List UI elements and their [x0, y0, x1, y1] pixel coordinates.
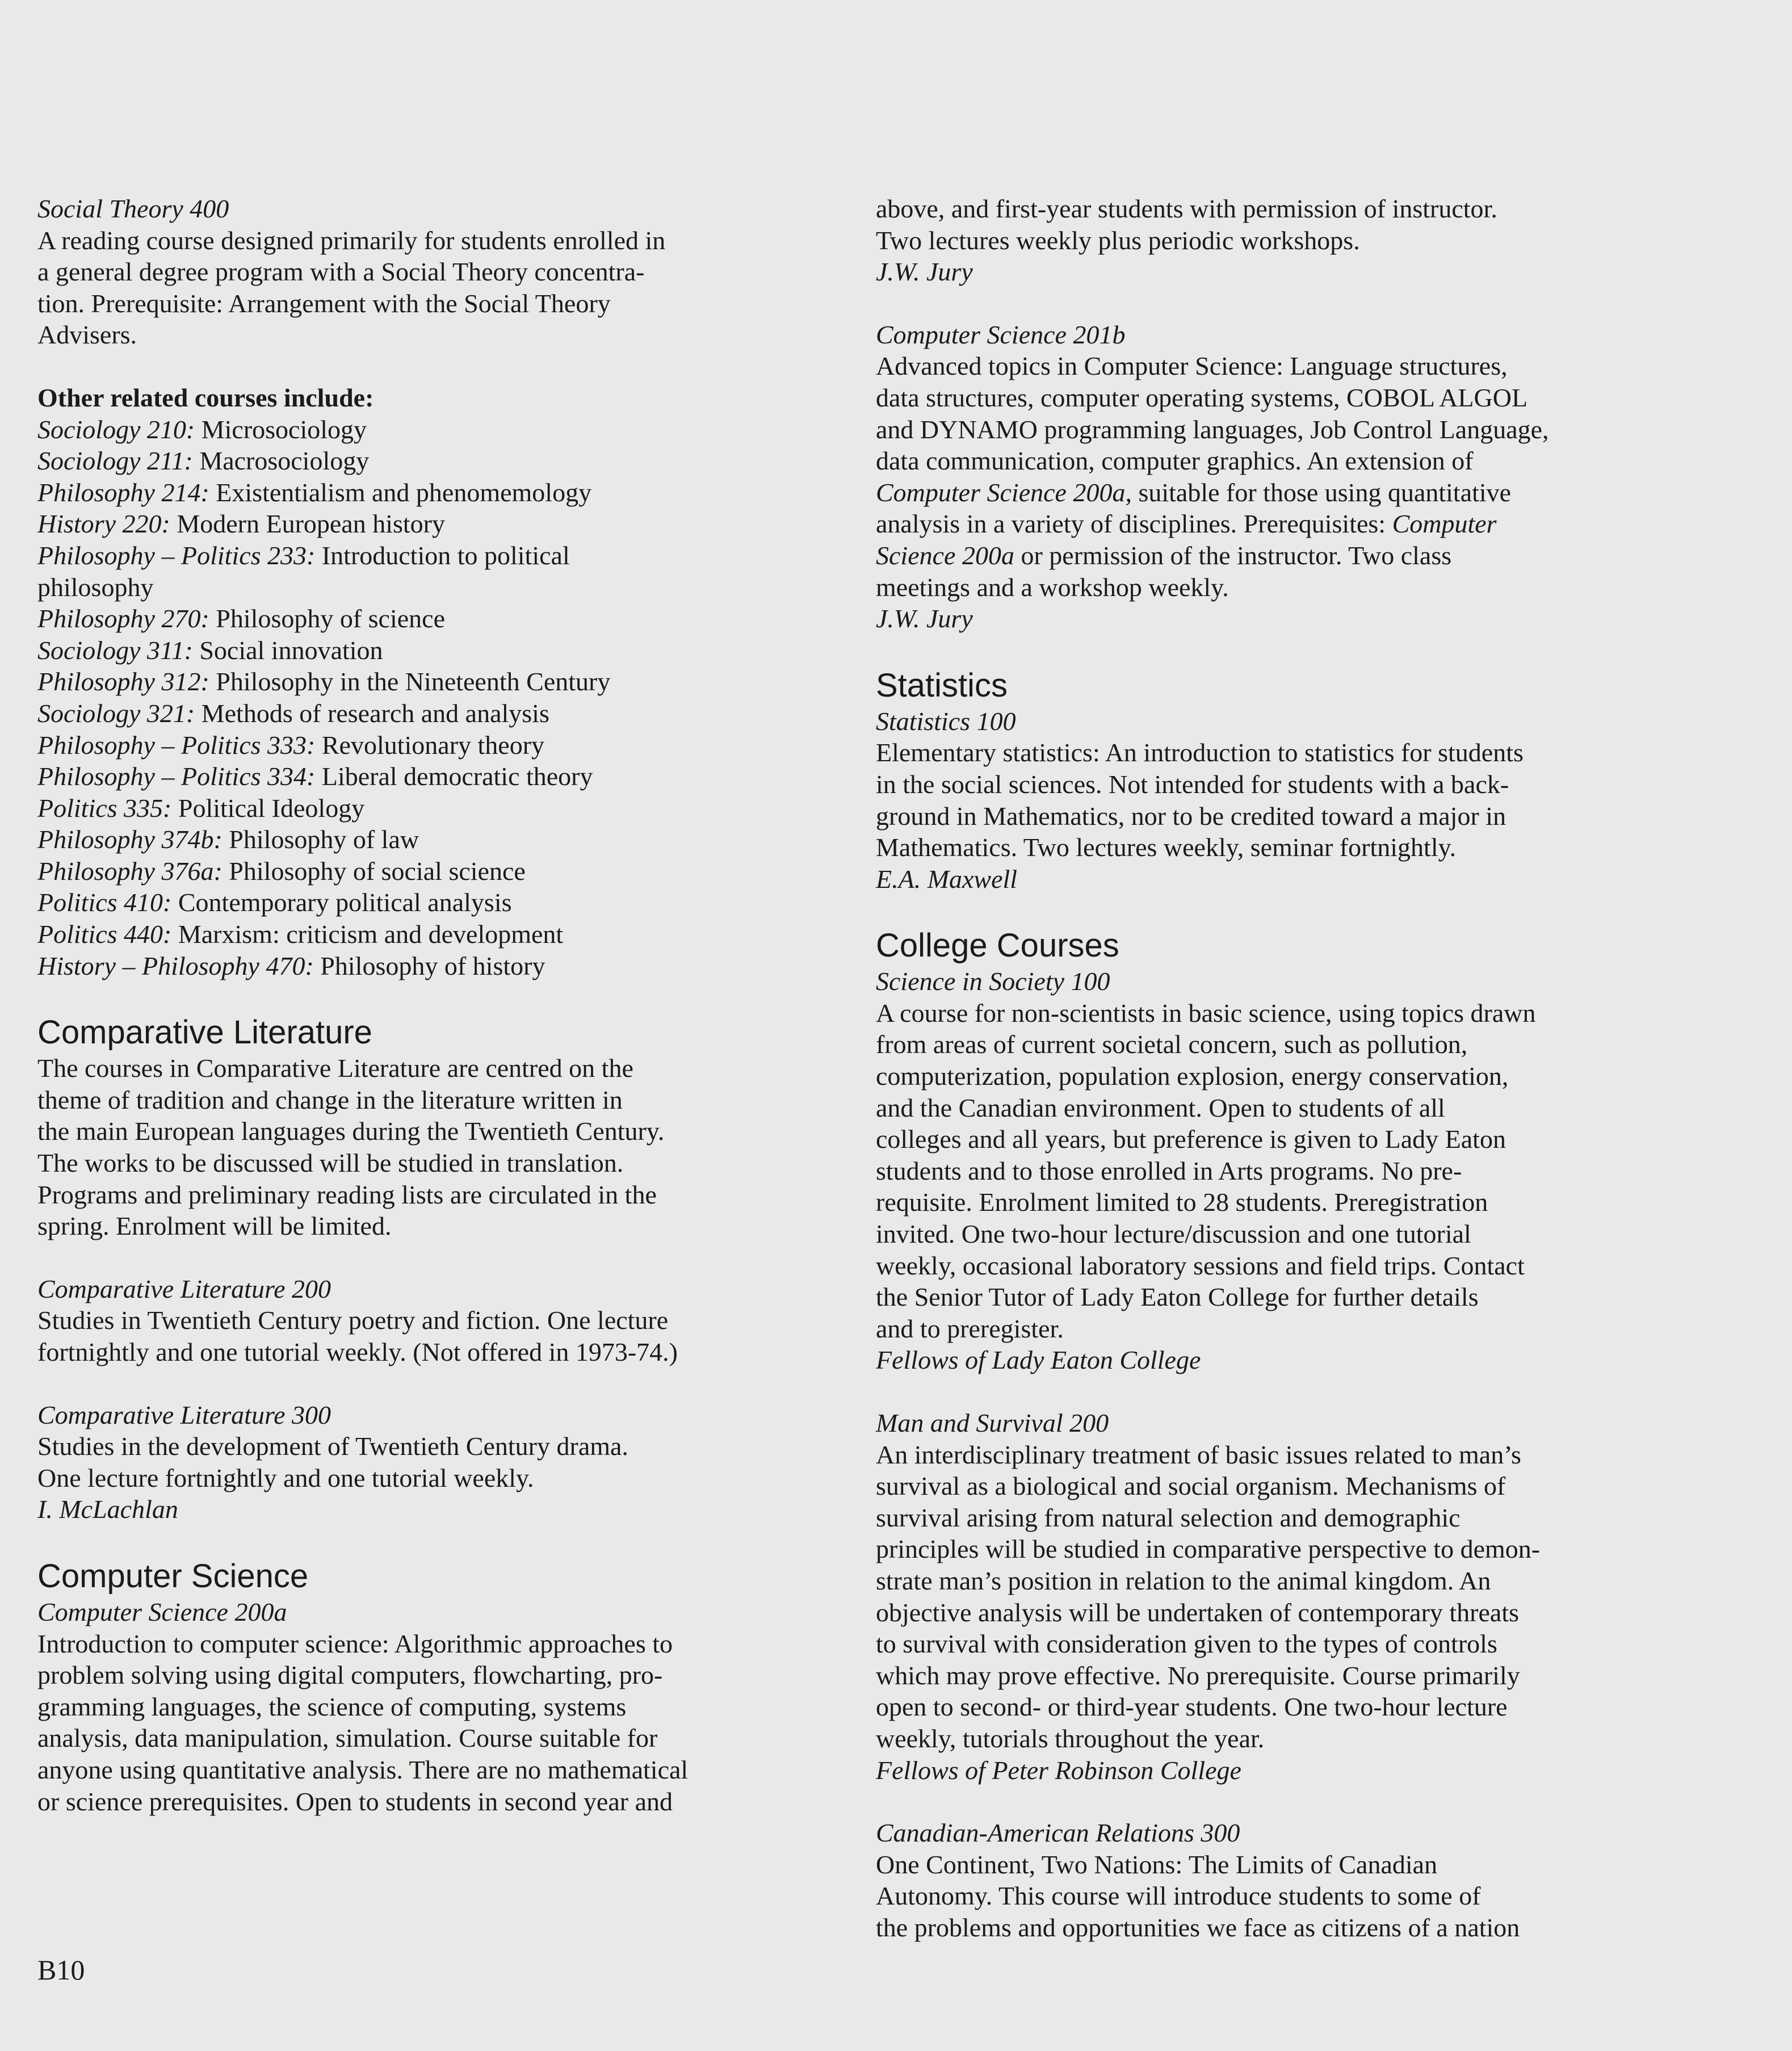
section-intro-line: The works to be discussed will be studied in translation.: [37, 1148, 624, 1178]
course-desc-line: or science prerequisites. Open to students in second year and: [37, 1786, 673, 1816]
section-heading: Comparative Literature: [37, 1014, 372, 1051]
section-intro-line: theme of tradition and change in the literature written in: [37, 1085, 623, 1114]
section-intro-line: the main European languages during the Twentieth Century.: [37, 1117, 665, 1146]
left-column: [37, 193, 832, 1817]
course-title: Social Theory 400: [37, 194, 229, 223]
section-computer-science: [37, 1557, 832, 1817]
course-desc-line: fortnightly and one tutorial weekly. (Not offered in 1973-74.): [37, 1337, 678, 1366]
course-desc-line: Autonomy. This course will introduce students to some of: [876, 1881, 1481, 1911]
course-desc-line: Studies in Twentieth Century poetry and fiction. One lecture: [37, 1306, 669, 1335]
course-desc-line: above, and first-year students with permission of instructor.: [876, 194, 1497, 223]
course-desc-line: Advisers.: [37, 320, 137, 350]
course-desc-line: from areas of current societal concern, such as pollution,: [876, 1030, 1468, 1059]
course-desc-line: requisite. Enrolment limited to 28 students. Preregistration: [876, 1188, 1488, 1217]
course-desc-line: which may prove effective. No prerequisite. Course primarily: [876, 1660, 1520, 1690]
related-course-item: Politics 335: Political Ideology: [37, 793, 365, 823]
course-instructor: Fellows of Peter Robinson College: [876, 1755, 1241, 1785]
course-title: Comparative Literature 300: [37, 1400, 331, 1429]
course-social-theory-400: [37, 193, 832, 351]
course-desc-line: data structures, computer operating systems, COBOL ALGOL: [876, 383, 1528, 412]
course-desc-line: Two lectures weekly plus periodic workshops.: [876, 225, 1360, 255]
course-desc-line: problem solving using digital computers, flowcharting, pro-: [37, 1660, 663, 1690]
course-title: Comparative Literature 200: [37, 1274, 331, 1303]
course-desc-line: One lecture fortnightly and one tutorial weekly.: [37, 1463, 534, 1492]
course-title: Canadian-American Relations 300: [876, 1818, 1240, 1848]
section-intro-line: Programs and preliminary reading lists are circulated in the: [37, 1180, 657, 1209]
course-desc-line: principles will be studied in comparative perspective to demon-: [876, 1534, 1541, 1564]
related-courses-list: [37, 382, 832, 982]
related-course-item: History 220: Modern European history: [37, 509, 445, 539]
course-desc-line: Elementary statistics: An introduction to statistics for students: [876, 738, 1524, 767]
section-heading: College Courses: [876, 927, 1119, 964]
section-intro-line: spring. Enrolment will be limited.: [37, 1211, 392, 1241]
course-desc-line: weekly, tutorials throughout the year.: [876, 1723, 1265, 1753]
course-instructor: I. McLachlan: [37, 1495, 178, 1524]
course-desc-line: objective analysis will be undertaken of contemporary threats: [876, 1597, 1519, 1627]
course-desc-line: the problems and opportunities we face as citizens of a nation: [876, 1912, 1520, 1942]
course-desc-line: One Continent, Two Nations: The Limits of Canadian: [876, 1849, 1438, 1879]
related-course-item: philosophy: [37, 572, 154, 602]
course-desc-line: meetings and a workshop weekly.: [876, 572, 1229, 602]
course-desc-line: Introduction to computer science: Algorithmic approaches to: [37, 1629, 673, 1658]
section-heading: Computer Science: [37, 1557, 309, 1595]
course-comparative-literature-200: [37, 1273, 832, 1368]
course-title: Computer Science 200a: [37, 1597, 287, 1626]
related-course-item: Sociology 311: Social innovation: [37, 635, 383, 665]
course-desc-line: and to preregister.: [876, 1314, 1064, 1343]
course-desc-line: Mathematics. Two lectures weekly, seminar fortnightly.: [876, 833, 1457, 862]
course-desc-line: open to second- or third-year students. One two-hour lecture: [876, 1692, 1508, 1722]
related-course-item: Sociology 321: Methods of research and analysis: [37, 698, 549, 728]
course-desc-line: A reading course designed primarily for students enrolled in: [37, 225, 666, 255]
course-desc-line: survival as a biological and social organism. Mechanisms of: [876, 1471, 1506, 1501]
course-man-and-survival-200: [876, 1407, 1682, 1786]
course-desc-line: and the Canadian environment. Open to students of all: [876, 1093, 1445, 1122]
related-course-item: Politics 410: Contemporary political analysis: [37, 888, 512, 917]
course-computer-science-200a: [37, 1596, 832, 1817]
course-desc-line: analysis, data manipulation, simulation. Course suitable for: [37, 1723, 658, 1753]
course-desc-line: invited. One two-hour lecture/discussion and one tutorial: [876, 1219, 1471, 1249]
course-desc-line: A course for non-scientists in basic science, using topics drawn: [876, 998, 1536, 1027]
course-desc-line: to survival with consideration given to the types of controls: [876, 1629, 1497, 1659]
course-title: Computer Science 201b: [876, 320, 1126, 349]
course-desc-line: in the social sciences. Not intended for students with a back-: [876, 769, 1509, 799]
course-desc-line: and DYNAMO programming languages, Job Control Language,: [876, 414, 1549, 444]
course-desc-line: data communication, computer graphics. An extension of: [876, 446, 1474, 476]
section-college-courses: [876, 926, 1682, 1943]
course-desc-line: weekly, occasional laboratory sessions and field trips. Contact: [876, 1251, 1525, 1280]
related-course-item: History – Philosophy 470: Philosophy of history: [37, 951, 545, 980]
course-science-in-society-100: [876, 966, 1682, 1376]
course-desc-line: ground in Mathematics, nor to be credited toward a major in: [876, 801, 1506, 831]
course-desc-line: a general degree program with a Social Theory concentra-: [37, 257, 645, 287]
related-course-item: Philosophy – Politics 333: Revolutionary theory: [37, 730, 545, 760]
course-desc-line: tion. Prerequisite: Arrangement with the Social Theory: [37, 288, 611, 318]
course-desc-line: analysis in a variety of disciplines. Prerequisites: Computer: [876, 509, 1497, 539]
related-course-item: Sociology 211: Macrosociology: [37, 446, 370, 476]
section-statistics: [876, 666, 1682, 895]
course-desc-line: computerization, population explosion, energy conservation,: [876, 1062, 1509, 1091]
course-statistics-100: [876, 706, 1682, 895]
course-instructor: E.A. Maxwell: [876, 864, 1018, 894]
course-desc-line: Computer Science 200a, suitable for those using quantitative: [876, 477, 1512, 507]
course-desc-line: anyone using quantitative analysis. There are no mathematical: [37, 1755, 689, 1784]
course-desc-line: Advanced topics in Computer Science: Language structures,: [876, 351, 1508, 381]
section-intro-line: The courses in Comparative Literature are centred on the: [37, 1054, 633, 1083]
related-courses-heading: Other related courses include:: [37, 383, 374, 412]
course-title: Science in Society 100: [876, 967, 1110, 996]
course-computer-science-200a-continued: [876, 193, 1682, 288]
course-title: Statistics 100: [876, 706, 1016, 736]
course-desc-line: the Senior Tutor of Lady Eaton College for further details: [876, 1282, 1479, 1312]
course-desc-line: students and to those enrolled in Arts programs. No pre-: [876, 1156, 1462, 1185]
section-comparative-literature: [37, 1013, 832, 1525]
course-desc-line: survival arising from natural selection and demographic: [876, 1503, 1461, 1532]
related-course-item: Philosophy – Politics 233: Introduction to political: [37, 540, 570, 570]
related-course-item: Sociology 210: Microsociology: [37, 414, 367, 444]
course-canadian-american-relations-300: [876, 1817, 1682, 1943]
page-number: B10: [37, 1954, 85, 1986]
related-course-item: Philosophy – Politics 334: Liberal democratic theory: [37, 762, 593, 791]
course-computer-science-201b: [876, 319, 1682, 635]
related-course-item: Philosophy 374b: Philosophy of law: [37, 825, 419, 854]
course-desc-line: Science 200a or permission of the instructor. Two class: [876, 540, 1452, 570]
course-instructor: Fellows of Lady Eaton College: [876, 1345, 1201, 1375]
course-desc-line: An interdisciplinary treatment of basic issues related to man’s: [876, 1440, 1521, 1469]
related-course-item: Philosophy 376a: Philosophy of social science: [37, 856, 526, 886]
related-course-item: Politics 440: Marxism: criticism and development: [37, 920, 564, 949]
related-course-item: Philosophy 270: Philosophy of science: [37, 604, 446, 634]
course-instructor: J.W. Jury: [876, 604, 973, 634]
course-desc-line: strate man’s position in relation to the animal kingdom. An: [876, 1566, 1491, 1595]
course-desc-line: gramming languages, the science of computing, systems: [37, 1692, 627, 1721]
related-course-item: Philosophy 214: Existentialism and phenomemology: [37, 477, 592, 507]
course-instructor: J.W. Jury: [876, 257, 973, 287]
related-course-item: Philosophy 312: Philosophy in the Nineteenth Century: [37, 667, 611, 697]
course-desc-line: Studies in the development of Twentieth Century drama.: [37, 1432, 628, 1461]
course-title: Man and Survival 200: [876, 1408, 1109, 1437]
course-comparative-literature-300: [37, 1399, 832, 1525]
course-desc-line: colleges and all years, but preference is given to Lady Eaton: [876, 1125, 1506, 1154]
right-column: [876, 193, 1682, 1944]
section-heading: Statistics: [876, 666, 1008, 704]
